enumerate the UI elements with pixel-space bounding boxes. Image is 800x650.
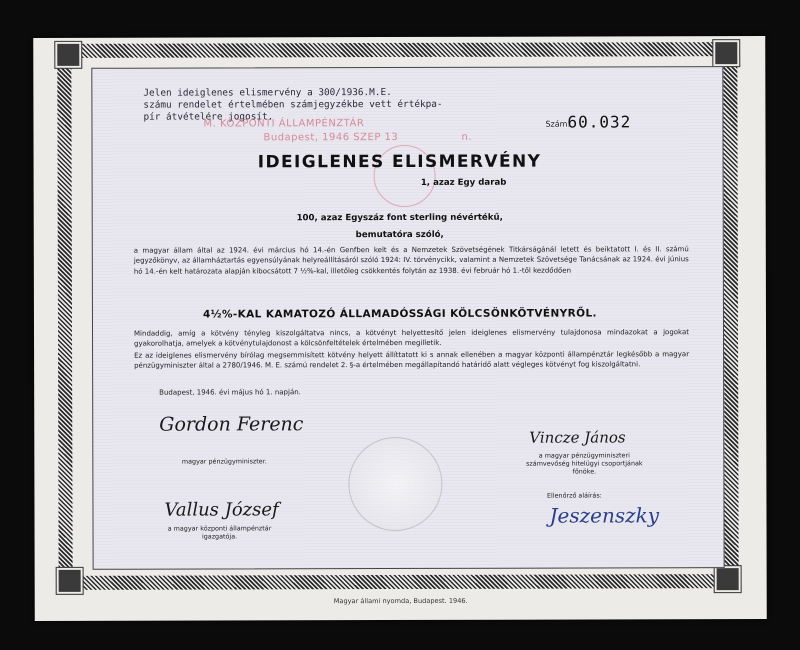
caption-line: igazgatója. <box>201 532 238 541</box>
paragraph-1: a magyar állam által az 1924. évi március hó 14.-én Genfben kelt és a Nemzetek Szövetségének Titkárságánál letett és beiktatott I. és II. számú jegyzőkönyv, az államháztartás egyensúlyának helyreállításáról szóló 1924: IV. törvénycikk, valamint a Nemzetek Szövetsége Tanácsának az 1924. évi június hó 14.-én kelt határozata alapján kibocsátott 7 ½%-kal, illetőleg csökkentés folytán az 1938. évi február hó 1.-től kezdődően <box>133 245 689 276</box>
minister-caption: magyar pénzügyminiszter. <box>181 457 267 466</box>
stamp-line-1: M. KÖZPONTI ÁLLAMPÉNZTÁR <box>203 118 365 130</box>
paragraph-3: Ez az ideiglenes elismervény bírólag megsemmisített kötvény helyett állíttatott ki s annak ellenében a magyar központi állampénztár legkésőbb a magyar pénzügyminiszter által a 2780/1946. M. E. számú rendelet 2. §-a értelmében megállapítandó határidő alatt végleges kötvényt fog kiszolgáltatni. <box>134 350 690 371</box>
border-corner <box>713 40 739 66</box>
signature-controller: Jeszenszky <box>549 503 660 528</box>
bearer-line: bemutatóra szóló, <box>355 229 444 241</box>
stamp-line-2-suffix: n. <box>461 131 473 143</box>
treasury-caption <box>135 524 305 540</box>
certificate-paper <box>33 36 767 621</box>
signature-minister: Gordon Ferenc <box>159 413 304 436</box>
embossed-seal <box>348 437 442 531</box>
border-corner <box>57 568 83 594</box>
serial-number: 60.032 <box>567 112 632 132</box>
stamp-line-2: Budapest, 1946 SZEP 13 <box>263 132 399 144</box>
document-title: IDEIGLENES ELISMERVÉNY <box>257 151 542 173</box>
typed-note-line: Jelen ideiglenes elismervény a 300/1936.M.E. <box>143 87 392 99</box>
caption-line: a magyar központi állampénztár <box>167 524 272 533</box>
nominal-line: 100, azaz Egyszáz font sterling névértékű, <box>296 212 503 224</box>
paragraph-2: Mindaddig, amíg a kötvény tényleg kiszolgáltatva nincs, a kötvényt helyettesítő jelen ideiglenes elismervény tulajdonosa mindazokat a jogokat gyakorolhatja, amelyek a kötvénytulajdonost a kölcsönfeltételek értelmében megilletik. <box>134 328 690 349</box>
controller-label: Ellenőrző aláírás: <box>547 491 602 500</box>
date-line: Budapest, 1946. évi május hó 1. napján. <box>159 388 301 397</box>
signature-accounting: Vincze János <box>529 428 626 447</box>
typed-note-line: pír átvételére jogosít. <box>143 111 274 123</box>
caption-line: a magyar pénzügyminiszteri <box>538 451 630 460</box>
caption-line: főnöke. <box>572 467 597 476</box>
border-corner <box>55 42 81 68</box>
typed-note-line: számu rendelet értelmében számjegyzékbe vett értékpa- <box>143 98 443 111</box>
printer-imprint: Magyar állami nyomda, Budapest. 1946. <box>333 596 468 606</box>
number-label: Szám: <box>545 119 571 129</box>
caption-line: számvevőség hitelügyi csoportjának <box>526 459 643 468</box>
border-corner <box>715 566 741 592</box>
bond-heading: 4½%-KAL KAMATOZÓ ÁLLAMADÓSSÁGI KÖLCSÖNKÖTVÉNYRŐL. <box>202 307 597 321</box>
count-line: 1, azaz Egy darab <box>420 177 507 188</box>
signature-treasury: Vallus József <box>164 499 279 521</box>
accounting-caption <box>494 451 674 475</box>
